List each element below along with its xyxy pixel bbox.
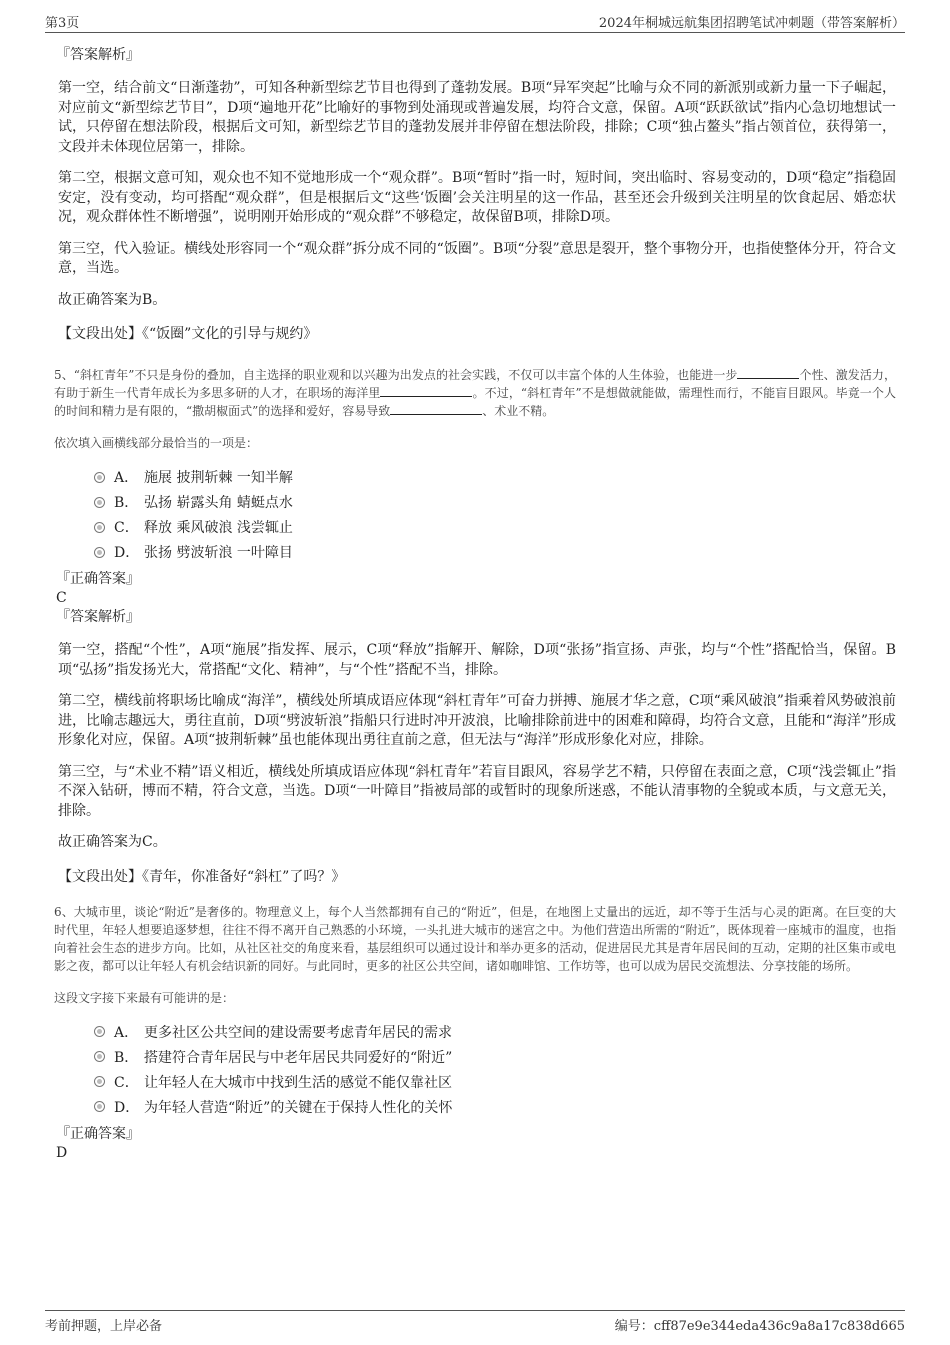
question-6-text: 6、大城市里，谈论“附近”是奢侈的。物理意义上，每个人当然都拥有自己的“附近”，但是，在地图上丈量出的远近，却不等于生活与心灵的距离。在巨变的大时代里，年轻人想要追逐梦想，往往不得不离开自己熟悉的小环境，一头扎进大城市的迷宫之中。为他们营造出所需的“附近”，既体现着一座城市的温度，也指向着社会生态的进步方向。比如，从社区社交的角度来看，基层组织可以通过设计和举办更多的活动，促进居民尤其是青年居民间的互动，定期的社区集市或电影之夜，都可以让年轻人有机会结识新的同好。与此同时，更多的社区公共空间，诸如咖啡馆、工作坊等，也可以成为居民交流想法、分享技能的场所。	[54, 904, 896, 973]
question-text-segment: 、术业不精。	[482, 404, 555, 418]
document-id: 编号：cff87e9e344eda436c9a8a17c838d665	[614, 1319, 905, 1334]
option-list	[94, 466, 896, 566]
option-list	[94, 1021, 896, 1121]
option-d[interactable]	[94, 541, 896, 566]
answer-conclusion: 故正确答案为B。	[58, 291, 167, 308]
fill-blank	[390, 402, 482, 415]
radio-icon[interactable]	[94, 1101, 105, 1112]
fill-blank	[737, 366, 799, 379]
correct-answer-value: D	[56, 1144, 68, 1161]
analysis-paragraph: 第三空，代入验证。横线处形容同一个“观众群”拆分成不同的“饭圈”。B项“分裂”意思是裂开，整个事物分开，也指使整体分开，符合文意，当选。	[58, 240, 896, 276]
analysis-paragraph: 第二空，根据文意可知，观众也不知不觉地形成一个“观众群”。B项“暂时”指一时，短时间，突出临时、容易变动的，D项“稳定”指稳固安定，没有变动，均可搭配“观众群”，但是根据后文“这些‘饭圈’会关注明星的这一作品，甚至还会升级到关注明星的饮食起居、婚恋状况，观众群体性不断增强”，说明刚开始形成的“观众群”不够稳定，故保留B项，排除D项。	[58, 170, 896, 225]
option-letter: B．	[114, 495, 139, 511]
radio-icon[interactable]	[94, 522, 105, 533]
option-letter: D．	[114, 1099, 140, 1116]
option-text: 弘扬 崭露头角 蜻蜓点水	[144, 495, 293, 511]
option-text: 为年轻人营造“附近”的关键在于保持人性化的关怀	[144, 1099, 453, 1116]
option-letter: C．	[114, 520, 139, 536]
page-footer	[45, 1310, 905, 1337]
question-instruction: 这段文字接下来最有可能讲的是：	[54, 990, 235, 1005]
option-letter: A．	[114, 470, 139, 486]
radio-icon[interactable]	[94, 1076, 105, 1087]
option-letter: D．	[114, 545, 140, 561]
option-text: 释放 乘风破浪 浅尝辄止	[144, 520, 293, 536]
analysis-paragraph: 第三空，与“术业不精”语义相近，横线处所填成语应体现“斜杠青年”若盲目跟风，容易学艺不精，只停留在表面之意，C项“浅尝辄止”指不深入钻研，博而不精，符合文意，当选。D项“一叶障目”指被局部的或暂时的现象所迷惑，不能认清事物的全貌或本质，与文意无关，排除。	[58, 763, 896, 819]
radio-icon[interactable]	[94, 1051, 105, 1062]
option-a[interactable]	[94, 1021, 896, 1046]
radio-icon[interactable]	[94, 1026, 105, 1037]
option-d[interactable]	[94, 1096, 896, 1121]
radio-icon[interactable]	[94, 547, 105, 558]
document-title: 2024年桐城远航集团招聘笔试冲刺题（带答案解析）	[598, 16, 905, 31]
option-text: 施展 披荆斩棘 一知半解	[144, 470, 293, 486]
option-b[interactable]	[94, 1046, 896, 1071]
radio-icon[interactable]	[94, 497, 105, 508]
option-text: 搭建符合青年居民与中老年居民共同爱好的“附近”	[144, 1049, 453, 1066]
analysis-label: 『答案解析』	[56, 47, 140, 63]
option-b[interactable]	[94, 491, 896, 516]
option-text: 让年轻人在大城市中找到生活的感觉不能仅靠社区	[144, 1074, 452, 1091]
question-5-text	[54, 366, 896, 420]
option-c[interactable]	[94, 516, 896, 541]
analysis-paragraph: 第一空，结合前文“日渐蓬勃”，可知各种新型综艺节目也得到了蓬勃发展。B项“异军突起”比喻与众不同的新派别或新力量一下子崛起，对应前文“新型综艺节目”，D项“遍地开花”比喻好的事物到处涌现或普遍发展，均符合文意，保留。A项“跃跃欲试”指内心急切地想试一试，只停留在想法阶段，根据后文可知，新型综艺节目的蓬勃发展并非停留在想法阶段，排除；C项“独占鳌头”指占领首位，获得第一，文段并未体现位居第一，排除。	[58, 80, 896, 155]
radio-icon[interactable]	[94, 472, 105, 483]
question-text-segment: 个性、激发活力，有助于新生一代青年成长为多思多研的人才，在职场的海洋里	[54, 368, 896, 400]
correct-answer-value: C	[56, 590, 67, 606]
option-text: 张扬 劈波斩浪 一叶障目	[144, 545, 293, 561]
analysis-paragraph: 第二空，横线前将职场比喻成“海洋”，横线处所填成语应体现“斜杠青年”可奋力拼搏、施展才华之意，C项“乘风破浪”指乘着风势破浪前进，比喻志趣远大，勇往直前，D项“劈波斩浪”指船只行进时冲开波浪，比喻排除前进中的困难和障碍，均符合文意，且能和“海洋”形成形象化对应，保留。A项“披荆斩棘”虽也能体现出勇往直前之意，但无法与“海洋”形成形象化对应，排除。	[58, 693, 896, 748]
question-text-segment: 5、“斜杠青年”不只是身份的叠加，自主选择的职业观和以兴趣为出发点的社会实践，不仅可以丰富个体的人生体验，也能进一步	[54, 368, 738, 382]
footer-slogan: 考前押题，上岸必备	[45, 1319, 163, 1334]
option-c[interactable]	[94, 1071, 896, 1096]
question-text-segment: 。不过，“斜杠青年”不是想做就能做，需理性而行，不能盲目跟风。毕竟一个人的时间和精力是有限的，“撒胡椒面式”的选择和爱好，容易导致	[54, 386, 896, 418]
option-text: 更多社区公共空间的建设需要考虑青年居民的需求	[144, 1024, 452, 1041]
correct-answer-label: 『正确答案』	[56, 571, 140, 587]
question-instruction: 依次填入画横线部分最恰当的一项是：	[54, 436, 259, 450]
option-letter: B．	[114, 1049, 139, 1066]
analysis-label: 『答案解析』	[56, 609, 140, 625]
source-citation: 【文段出处】《“饭圈”文化的引导与规约》	[58, 326, 318, 342]
page-content	[56, 45, 896, 1163]
analysis-paragraph: 第一空，搭配“个性”，A项“施展”指发挥、展示，C项“释放”指解开、解除，D项“张扬”指宣扬、声张，均与“个性”搭配恰当，保留。B项“弘扬”指发扬光大，常搭配“文化、精神”，与“个性”搭配不当，排除。	[58, 642, 896, 678]
fill-blank	[380, 384, 472, 397]
option-letter: C．	[114, 1074, 139, 1091]
page-number: 第3页	[45, 16, 80, 31]
answer-conclusion: 故正确答案为C。	[58, 834, 167, 850]
source-citation: 【文段出处】《青年，你准备好“斜杠”了吗？》	[58, 868, 346, 885]
correct-answer-label: 『正确答案』	[56, 1125, 140, 1142]
option-letter: A．	[114, 1024, 139, 1041]
page-header	[45, 12, 905, 33]
option-a[interactable]	[94, 466, 896, 491]
